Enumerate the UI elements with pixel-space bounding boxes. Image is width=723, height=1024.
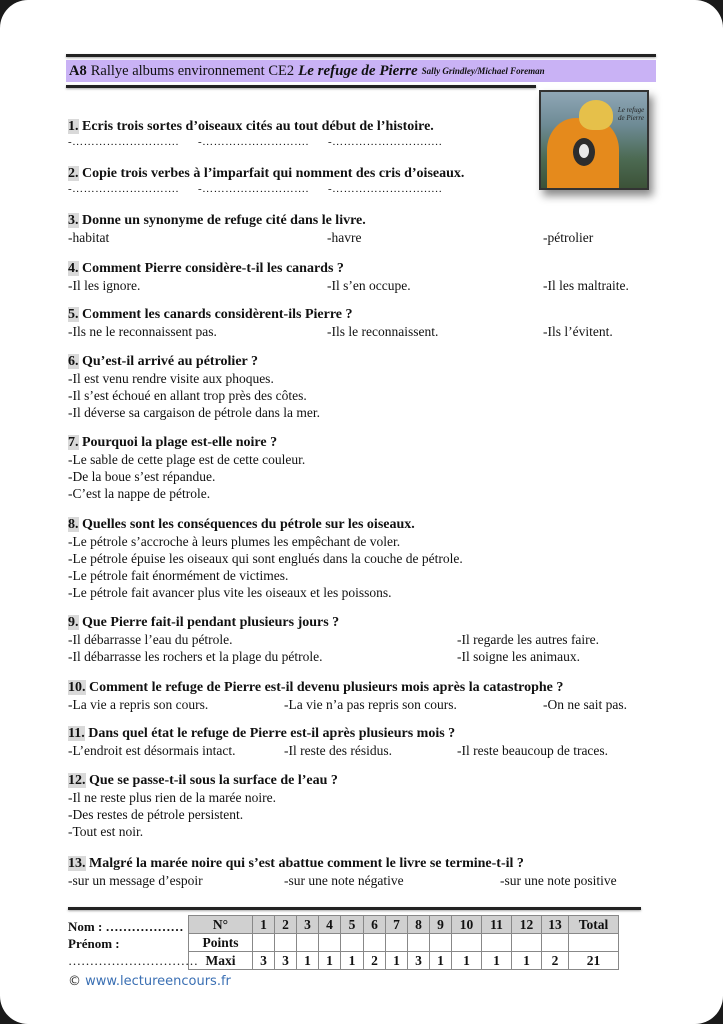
question-text: Copie trois verbes à l’imparfait qui nomment des cris d’oiseaux. (82, 166, 465, 181)
question-col: 2 (275, 916, 297, 934)
maxi-cell: 1 (341, 952, 364, 970)
points-cell[interactable] (542, 934, 569, 952)
points-cell[interactable] (512, 934, 542, 952)
score-header-row (189, 916, 619, 934)
points-cell[interactable] (386, 934, 408, 952)
worksheet-code: A8 (69, 62, 87, 79)
answer-option[interactable]: -Il regarde les autres faire. (457, 632, 600, 647)
maxi-cell: 1 (452, 952, 482, 970)
maxi-cell: 1 (386, 952, 408, 970)
answer-option[interactable]: -Des restes de pétrole persistent. (68, 807, 244, 822)
maxi-total-cell: 21 (569, 952, 619, 970)
answer-blank[interactable]: -…………………….…. (328, 183, 443, 195)
answer-option[interactable]: -La vie n’a pas repris son cours. (284, 697, 457, 712)
question-12 (68, 772, 658, 840)
question-col: 9 (430, 916, 452, 934)
worksheet-title: Rallye albums environnement CE2 (90, 62, 295, 79)
question-number: 11. (68, 726, 85, 741)
row-label: Maxi (189, 952, 253, 970)
question-text: Donne un synonyme de refuge cité dans le livre. (82, 213, 366, 228)
answer-blank[interactable]: -………………………. (198, 136, 309, 148)
footer-rule (68, 907, 641, 910)
question-col: 13 (542, 916, 569, 934)
answer-option[interactable]: -Il déverse sa cargaison de pétrole dans la mer. (68, 405, 321, 420)
question-text: Qu’est-il arrivé au pétrolier ? (82, 354, 258, 369)
question-11 (68, 725, 658, 759)
copyright-footer (68, 974, 231, 989)
answer-option[interactable]: -Il s’est échoué en allant trop près des côtes. (68, 388, 307, 403)
answer-option[interactable]: -Ils ne le reconnaissent pas. (68, 324, 217, 339)
question-8 (68, 516, 658, 601)
question-text: Malgré la marée noire qui s’est abattue comment le livre se termine-t-il ? (89, 856, 524, 871)
cover-title-line2: de Pierre (618, 114, 644, 122)
maxi-cell: 3 (253, 952, 275, 970)
points-cell[interactable] (364, 934, 386, 952)
question-text: Dans quel état le refuge de Pierre est-il après plusieurs mois ? (88, 726, 456, 741)
question-number: 12. (68, 773, 86, 788)
answer-option[interactable]: -Le pétrole s’accroche à leurs plumes les empêchant de voler. (68, 534, 401, 549)
book-title: Le refuge de Pierre (298, 62, 418, 79)
question-number: 7. (68, 435, 79, 450)
score-maxi-row (189, 952, 619, 970)
points-cell[interactable] (408, 934, 430, 952)
question-number: 4. (68, 261, 79, 276)
question-number: 1. (68, 119, 79, 134)
maxi-cell: 1 (482, 952, 512, 970)
answer-option[interactable]: -Ils l’évitent. (543, 324, 613, 339)
book-authors: Sally Grindley/Michael Foreman (421, 66, 545, 76)
answer-option[interactable]: -On ne sait pas. (543, 697, 627, 712)
answer-option[interactable]: -Il les maltraite. (543, 278, 629, 293)
question-col: 5 (341, 916, 364, 934)
answer-option[interactable]: -Il reste beaucoup de traces. (457, 743, 609, 758)
answer-option[interactable]: -C’est la nappe de pétrole. (68, 486, 211, 501)
question-text: Comment Pierre considère-t-il les canards ? (82, 261, 344, 276)
answer-option[interactable]: -havre (327, 230, 362, 245)
question-10 (68, 679, 658, 713)
answer-option[interactable]: -De la boue s’est répandue. (68, 469, 216, 484)
answer-option[interactable]: -Le sable de cette plage est de cette couleur. (68, 452, 306, 467)
answer-option[interactable]: -sur une note positive (500, 873, 617, 888)
question-number: 5. (68, 307, 79, 322)
question-3 (68, 212, 658, 246)
answer-option[interactable]: -Le pétrole fait avancer plus vite les oiseaux et les poissons. (68, 585, 392, 600)
points-cell[interactable] (452, 934, 482, 952)
question-number: 3. (68, 213, 79, 228)
answer-option[interactable]: -L’endroit est désormais intact. (68, 743, 236, 758)
title-banner (66, 54, 656, 88)
answer-blank[interactable]: -…………………….…. (328, 136, 443, 148)
question-13 (68, 855, 658, 889)
question-col: 3 (297, 916, 319, 934)
answer-option[interactable]: -Il s’en occupe. (327, 278, 411, 293)
maxi-cell: 1 (512, 952, 542, 970)
student-identity (68, 918, 198, 969)
points-cell[interactable] (275, 934, 297, 952)
question-number: 10. (68, 680, 86, 695)
question-9 (68, 614, 658, 665)
question-col: 4 (319, 916, 341, 934)
question-1 (68, 118, 658, 149)
question-col: 10 (452, 916, 482, 934)
answer-option[interactable]: -Tout est noir. (68, 824, 144, 839)
maxi-cell: 1 (319, 952, 341, 970)
points-cell[interactable] (482, 934, 512, 952)
answer-option[interactable]: -pétrolier (543, 230, 594, 245)
question-7 (68, 434, 658, 502)
answer-blank[interactable]: -………………………. (198, 183, 309, 195)
points-cell[interactable] (341, 934, 364, 952)
question-6 (68, 353, 658, 421)
answer-option[interactable]: -sur une note négative (284, 873, 404, 888)
answer-option[interactable]: -Le pétrole fait énormément de victimes. (68, 568, 289, 583)
maxi-cell: 3 (408, 952, 430, 970)
answer-blank[interactable]: -………………………. (68, 136, 179, 148)
question-5 (68, 306, 658, 340)
maxi-cell: 1 (297, 952, 319, 970)
question-text: Que se passe-t-il sous la surface de l’eau ? (89, 773, 338, 788)
question-col: 8 (408, 916, 430, 934)
question-text: Que Pierre fait-il pendant plusieurs jours ? (82, 615, 340, 630)
question-col: 6 (364, 916, 386, 934)
firstname-label: Prénom : (68, 936, 120, 951)
row-label: N° (189, 916, 253, 934)
answer-blank[interactable]: -………………………. (68, 183, 179, 195)
question-text: Ecris trois sortes d’oiseaux cités au tout début de l’histoire. (82, 119, 434, 134)
answer-option[interactable]: -habitat (68, 230, 110, 245)
title-bar (66, 60, 656, 82)
score-table (188, 915, 619, 970)
maxi-cell: 2 (542, 952, 569, 970)
question-number: 8. (68, 517, 79, 532)
answer-option[interactable]: -La vie a repris son cours. (68, 697, 209, 712)
cover-title-line1: Le refuge (617, 106, 645, 114)
question-text: Quelles sont les conséquences du pétrole sur les oiseaux. (82, 517, 415, 532)
name-field[interactable]: Nom : ……………… (68, 919, 184, 934)
points-cell[interactable] (319, 934, 341, 952)
answer-option[interactable]: -Il ne reste plus rien de la marée noire. (68, 790, 277, 805)
question-number: 6. (68, 354, 79, 369)
question-text: Pourquoi la plage est-elle noire ? (82, 435, 278, 450)
answer-option[interactable]: -Il est venu rendre visite aux phoques. (68, 371, 274, 386)
question-text: Comment le refuge de Pierre est-il devenu plusieurs mois après la catastrophe ? (89, 680, 564, 695)
points-cell[interactable] (253, 934, 275, 952)
question-col: 12 (512, 916, 542, 934)
question-text: Comment les canards considèrent-ils Pierre ? (82, 307, 353, 322)
points-cell[interactable] (297, 934, 319, 952)
copyright-icon: © (68, 974, 81, 989)
answer-option[interactable]: -Il débarrasse les rochers et la plage du pétrole. (68, 649, 323, 664)
question-number: 2. (68, 166, 79, 181)
question-number: 13. (68, 856, 86, 871)
total-col: Total (569, 916, 619, 934)
answer-option[interactable]: -Il débarrasse l’eau du pétrole. (68, 632, 233, 647)
answer-option[interactable]: -Il les ignore. (68, 278, 141, 293)
question-col: 7 (386, 916, 408, 934)
answer-option[interactable]: -Il soigne les animaux. (457, 649, 580, 664)
answer-option[interactable]: -Il reste des résidus. (284, 743, 392, 758)
firstname-field[interactable]: ………………………… (68, 953, 198, 968)
question-4 (68, 260, 658, 294)
question-col: 1 (253, 916, 275, 934)
answer-option[interactable]: -Ils le reconnaissent. (327, 324, 439, 339)
maxi-cell: 2 (364, 952, 386, 970)
points-cell[interactable] (430, 934, 452, 952)
question-2 (68, 165, 658, 196)
answer-option[interactable]: -sur un message d’espoir (68, 873, 203, 888)
maxi-cell: 1 (430, 952, 452, 970)
question-col: 11 (482, 916, 512, 934)
question-number: 9. (68, 615, 79, 630)
points-total-cell[interactable] (569, 934, 619, 952)
maxi-cell: 3 (275, 952, 297, 970)
score-points-row (189, 934, 619, 952)
row-label: Points (189, 934, 253, 952)
title-rule-bottom (66, 85, 536, 88)
title-rule-top (66, 54, 656, 57)
answer-option[interactable]: -Le pétrole épuise les oiseaux qui sont englués dans la couche de pétrole. (68, 551, 463, 566)
website-link[interactable]: www.lectureencours.fr (85, 974, 231, 989)
